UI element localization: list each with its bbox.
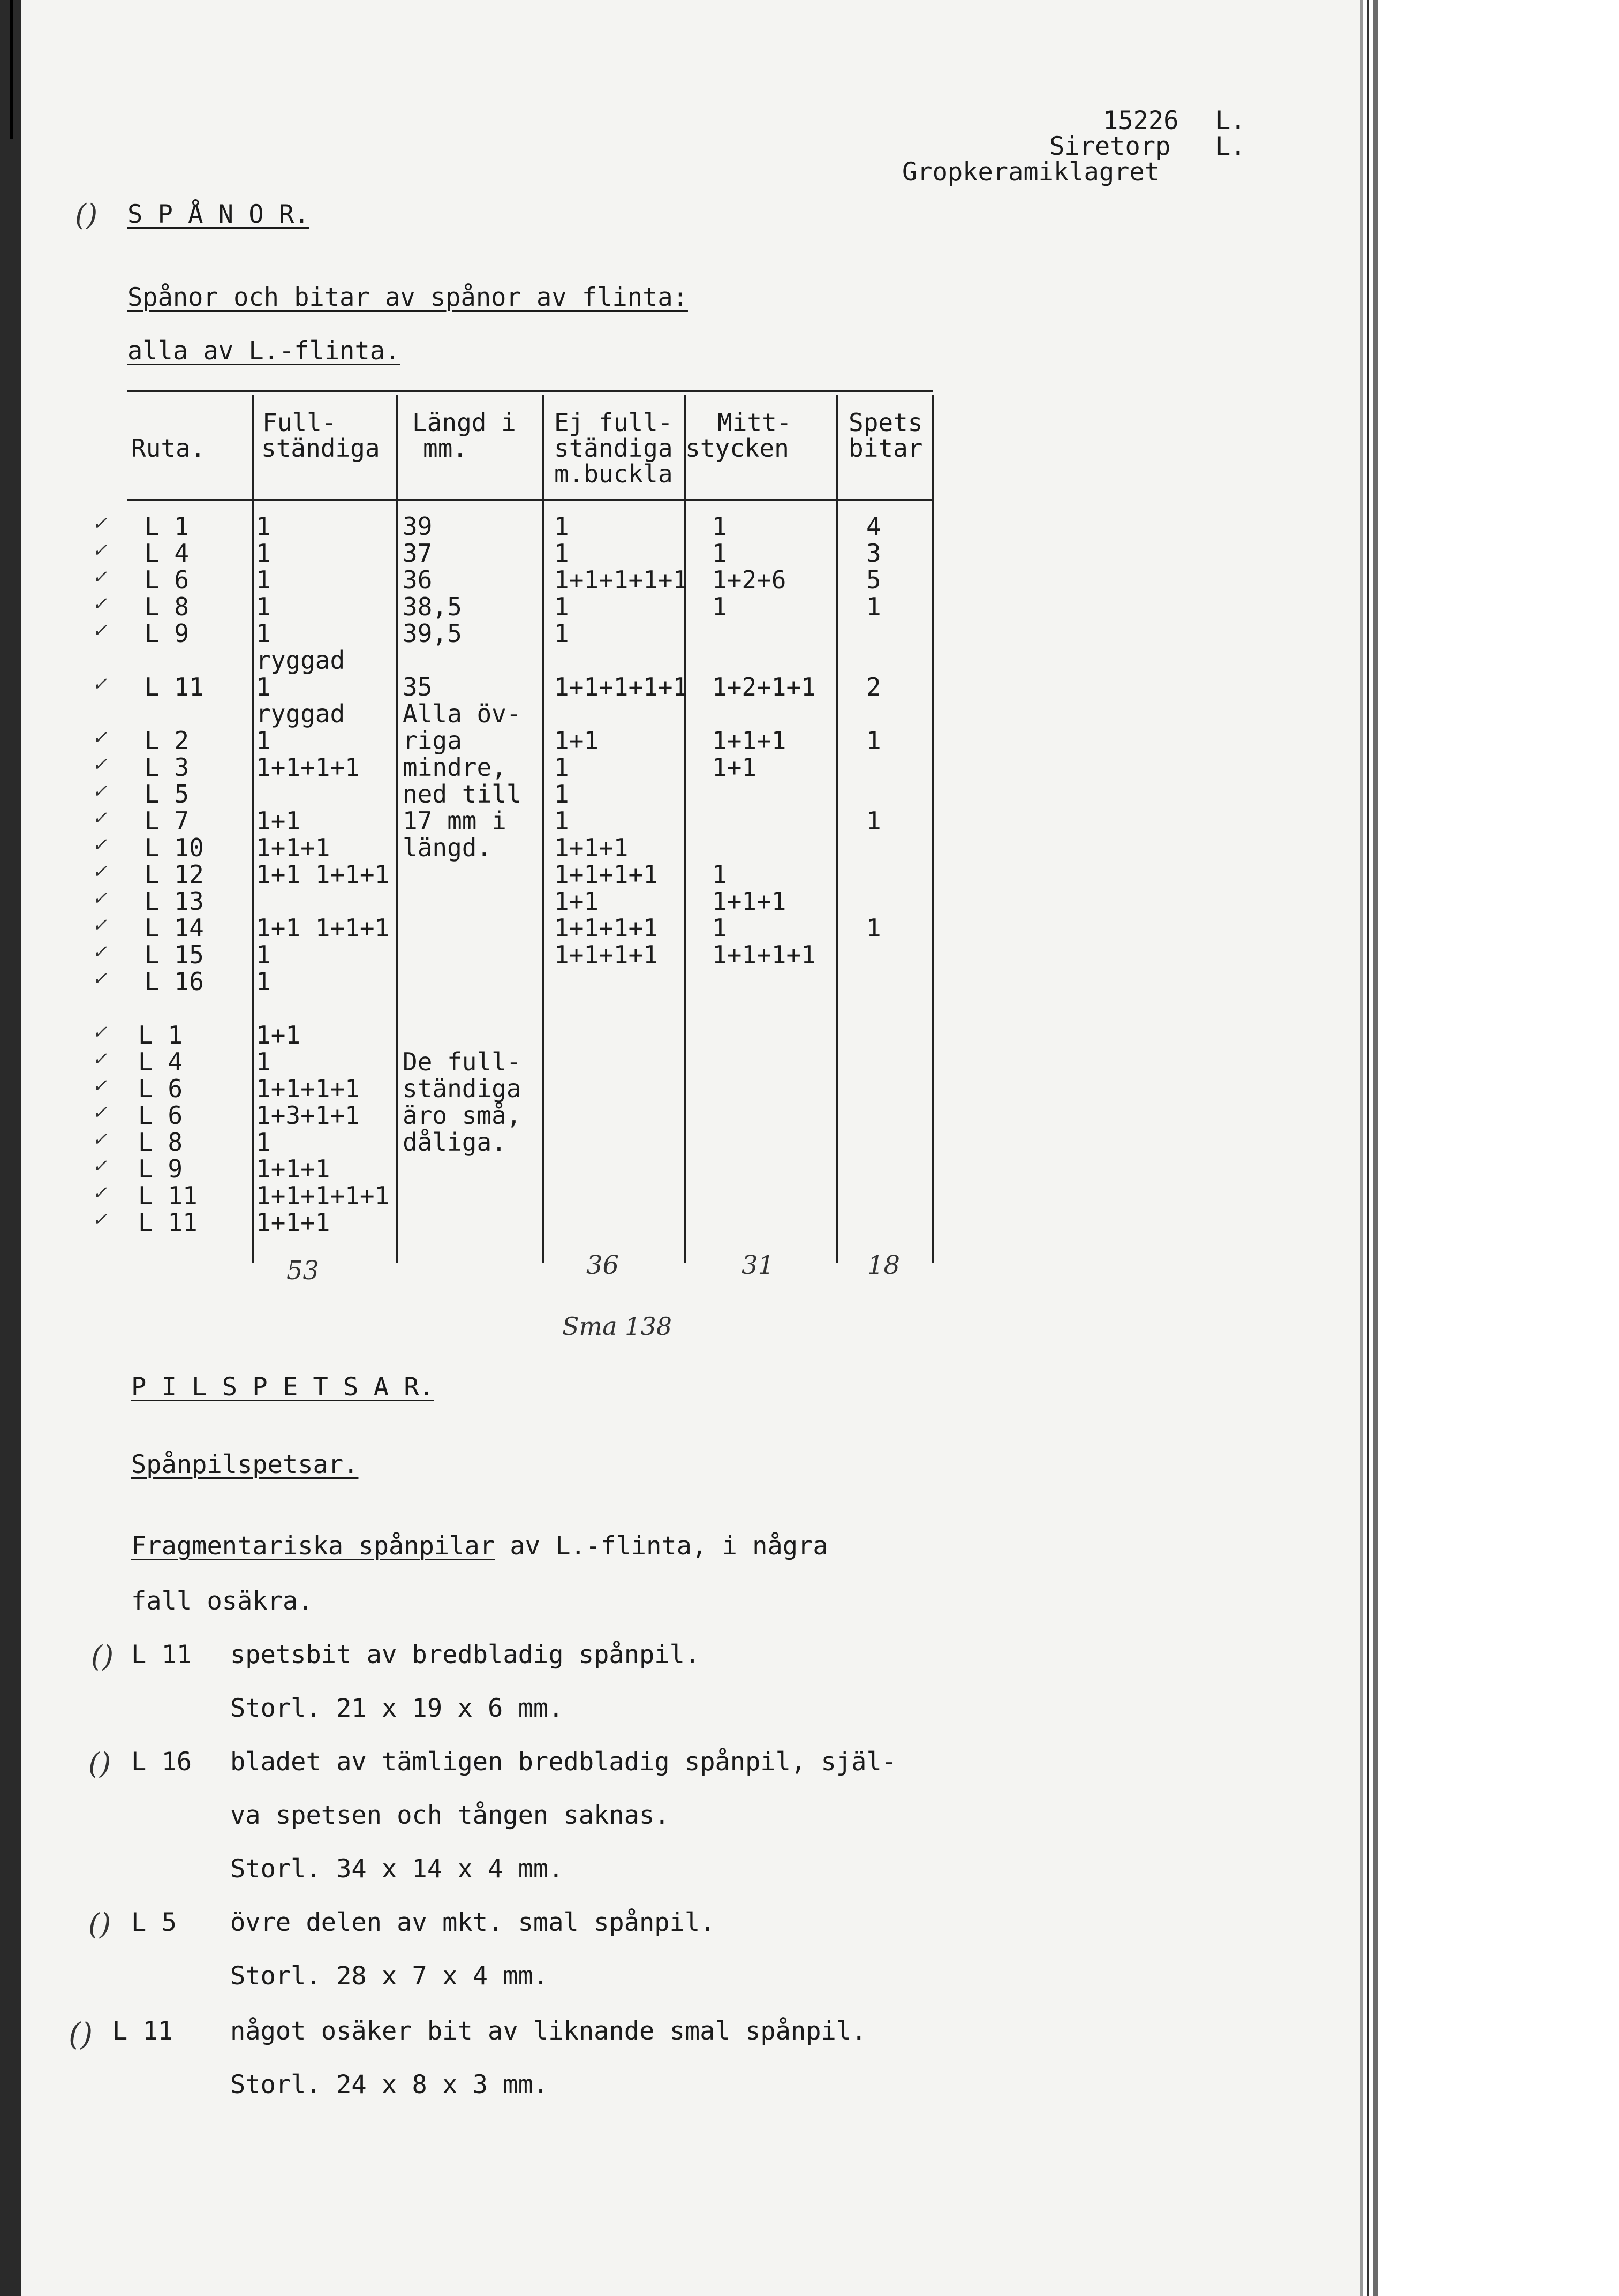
cell-full: 1 bbox=[256, 940, 271, 969]
cell-mitt: 1 bbox=[712, 860, 727, 889]
cell-ej: 1+1+1+1 bbox=[554, 860, 658, 889]
cell-ej: 1 bbox=[554, 619, 569, 648]
handwritten-marker: () bbox=[75, 198, 98, 232]
sum-note: Sma 138 bbox=[562, 1312, 672, 1341]
check-mark: ✓ bbox=[92, 754, 108, 775]
check-mark: ✓ bbox=[92, 807, 108, 829]
layer-name: Gropkeramiklagret bbox=[902, 157, 1160, 187]
cell-ej: 1 bbox=[554, 512, 569, 541]
check-mark: ✓ bbox=[92, 888, 108, 909]
cell-ruta: L 1 bbox=[138, 1021, 183, 1049]
cell-ej: 1 bbox=[554, 806, 569, 835]
col-header-spets-1: Spets bbox=[849, 408, 923, 437]
cell-langd: 35 bbox=[403, 673, 433, 701]
cell-full: ryggad bbox=[256, 699, 345, 728]
cell-ruta: L 5 bbox=[145, 780, 190, 809]
check-mark: ✓ bbox=[92, 1209, 108, 1230]
check-mark: ✓ bbox=[92, 674, 108, 695]
check-mark: ✓ bbox=[92, 1102, 108, 1123]
cell-full: 1+1 bbox=[256, 806, 301, 835]
cell-ruta: L 1 bbox=[145, 512, 190, 541]
check-mark: ✓ bbox=[92, 1155, 108, 1177]
check-mark: ✓ bbox=[92, 1182, 108, 1204]
intro-rest: av L.-flinta, i några bbox=[495, 1531, 828, 1561]
cell-langd: längd. bbox=[403, 833, 492, 862]
col-header-ruta: Ruta. bbox=[131, 434, 206, 463]
cell-ruta: L 6 bbox=[138, 1074, 183, 1103]
cell-ruta: L 16 bbox=[145, 967, 204, 996]
cell-ruta: L 9 bbox=[145, 619, 190, 648]
col-header-ej-3: m.buckla bbox=[554, 459, 673, 488]
cell-langd: ständiga bbox=[403, 1074, 521, 1103]
cell-ej: 1+1 bbox=[554, 726, 599, 755]
cell-mitt: 1+1+1+1 bbox=[712, 940, 816, 969]
cell-ej: 1+1+1 bbox=[554, 833, 629, 862]
col-header-ej-2: ständiga bbox=[554, 434, 673, 463]
cell-mitt: 1+1+1 bbox=[712, 726, 786, 755]
cell-ruta: L 12 bbox=[145, 860, 204, 889]
cell-spets: 1 bbox=[866, 592, 881, 621]
cell-mitt: 1 bbox=[712, 512, 727, 541]
cell-ruta: L 8 bbox=[145, 592, 190, 621]
check-mark: ✓ bbox=[92, 513, 108, 534]
total-spets: 18 bbox=[867, 1250, 901, 1280]
cell-full: 1 bbox=[256, 1047, 271, 1076]
table-col-rule bbox=[684, 395, 686, 1263]
item-desc: bladet av tämligen bredbladig spånpil, själ- bbox=[230, 1747, 897, 1777]
item-marker: () bbox=[69, 2016, 93, 2052]
cell-spets: 2 bbox=[866, 673, 881, 701]
cell-mitt: 1 bbox=[712, 592, 727, 621]
item-marker: () bbox=[91, 1640, 114, 1673]
item-desc-2: va spetsen och tången saknas. bbox=[230, 1801, 670, 1830]
check-mark: ✓ bbox=[92, 941, 108, 963]
table-col-rule bbox=[252, 395, 254, 1263]
check-mark: ✓ bbox=[92, 1048, 108, 1070]
cell-ej: 1+1+1+1 bbox=[554, 913, 658, 942]
site-name-suffix: L. bbox=[1215, 132, 1246, 161]
cell-full: 1+1+1 bbox=[256, 833, 330, 862]
cell-langd: 39,5 bbox=[403, 619, 462, 648]
check-mark: ✓ bbox=[92, 915, 108, 936]
intro-underlined: Fragmentariska spånpilar bbox=[131, 1531, 495, 1561]
cell-full: 1+1 bbox=[256, 1021, 301, 1049]
item-desc: spetsbit av bredbladig spånpil. bbox=[230, 1640, 700, 1670]
item-desc: något osäker bit av liknande smal spånpil. bbox=[230, 2016, 867, 2046]
cell-langd: Alla öv- bbox=[403, 699, 521, 728]
cell-ruta: L 11 bbox=[138, 1181, 198, 1210]
cell-mitt: 1+1 bbox=[712, 753, 757, 782]
cell-ej: 1+1 bbox=[554, 887, 599, 916]
cell-ruta: L 2 bbox=[145, 726, 190, 755]
check-mark: ✓ bbox=[92, 1129, 108, 1150]
cell-ej: 1 bbox=[554, 592, 569, 621]
cell-spets: 3 bbox=[866, 539, 881, 568]
item-size: Storl. 34 x 14 x 4 mm. bbox=[230, 1854, 564, 1884]
table-col-rule bbox=[932, 395, 934, 1263]
cell-full: 1+1+1+1 bbox=[256, 1074, 360, 1103]
check-mark: ✓ bbox=[92, 781, 108, 802]
cell-full: 1+1 1+1+1 bbox=[256, 913, 390, 942]
section-title-spanor: S P Å N O R. bbox=[127, 200, 309, 229]
cell-langd: riga bbox=[403, 726, 462, 755]
col-header-ej-1: Ej full- bbox=[554, 408, 673, 437]
cell-ej: 1 bbox=[554, 753, 569, 782]
cell-ej: 1+1+1+1+1 bbox=[554, 565, 688, 594]
cell-spets: 5 bbox=[866, 565, 881, 594]
col-header-full-1: Full- bbox=[262, 408, 337, 437]
cell-full: 1+1+1+1 bbox=[256, 753, 360, 782]
check-mark: ✓ bbox=[92, 861, 108, 882]
check-mark: ✓ bbox=[92, 1075, 108, 1097]
cell-ruta: L 4 bbox=[145, 539, 190, 568]
item-size: Storl. 24 x 8 x 3 mm. bbox=[230, 2070, 549, 2099]
col-header-langd-2: mm. bbox=[423, 434, 468, 463]
cell-langd: De full- bbox=[403, 1047, 521, 1076]
cell-ej: 1+1+1+1+1 bbox=[554, 673, 688, 701]
check-mark: ✓ bbox=[92, 1022, 108, 1043]
cell-ruta: L 11 bbox=[138, 1208, 198, 1237]
check-mark: ✓ bbox=[92, 968, 108, 990]
page-edge bbox=[0, 0, 21, 2296]
intro-line bbox=[131, 1532, 828, 1560]
binding-edge bbox=[1360, 0, 1619, 2296]
cell-full: 1+1+1+1+1 bbox=[256, 1181, 390, 1210]
item-ruta: L 16 bbox=[131, 1747, 192, 1777]
cell-ruta: L 4 bbox=[138, 1047, 183, 1076]
item-ruta: L 11 bbox=[112, 2016, 173, 2046]
cell-ruta: L 9 bbox=[138, 1154, 183, 1183]
cell-langd: 37 bbox=[403, 539, 433, 568]
section-title-pilspetsar: P I L S P E T S A R. bbox=[131, 1372, 434, 1402]
cell-ej: 1 bbox=[554, 780, 569, 809]
cell-full: 1+1+1 bbox=[256, 1154, 330, 1183]
item-marker: () bbox=[88, 1747, 111, 1780]
cell-spets: 4 bbox=[866, 512, 881, 541]
cell-spets: 1 bbox=[866, 806, 881, 835]
cell-ruta: L 15 bbox=[145, 940, 204, 969]
table-top-rule bbox=[127, 390, 933, 392]
cell-langd: 38,5 bbox=[403, 592, 462, 621]
table-col-rule bbox=[836, 395, 838, 1263]
item-ruta: L 5 bbox=[131, 1908, 177, 1937]
section-subtitle-2: alla av L.-flinta. bbox=[127, 336, 400, 366]
cell-langd: äro små, bbox=[403, 1101, 521, 1130]
col-header-full-2: ständiga bbox=[261, 434, 380, 463]
cell-full: 1 bbox=[256, 967, 271, 996]
cell-mitt: 1+1+1 bbox=[712, 887, 786, 916]
table-col-rule bbox=[396, 395, 398, 1263]
cell-full: 1+1+1 bbox=[256, 1208, 330, 1237]
page-edge-mark bbox=[10, 0, 13, 139]
catalog-number-suffix: L. bbox=[1215, 106, 1246, 135]
total-mitt: 31 bbox=[742, 1250, 775, 1280]
item-marker: () bbox=[88, 1907, 111, 1941]
cell-ruta: L 7 bbox=[145, 806, 190, 835]
cell-langd: 36 bbox=[403, 565, 433, 594]
cell-ruta: L 14 bbox=[145, 913, 204, 942]
cell-spets: 1 bbox=[866, 726, 881, 755]
cell-full: 1 bbox=[256, 512, 271, 541]
item-size: Storl. 28 x 7 x 4 mm. bbox=[230, 1961, 549, 1991]
item-desc: övre delen av mkt. smal spånpil. bbox=[230, 1908, 715, 1937]
section-subtitle: Spånor och bitar av spånor av flinta: bbox=[127, 283, 688, 312]
cell-mitt: 1+2+1+1 bbox=[712, 673, 816, 701]
item-ruta: L 11 bbox=[131, 1640, 192, 1670]
catalog-number: 15226 bbox=[1103, 106, 1179, 135]
section-subtitle-spanpilspetsar: Spånpilspetsar. bbox=[131, 1450, 359, 1479]
cell-full: 1 bbox=[256, 673, 271, 701]
cell-ruta: L 10 bbox=[145, 833, 204, 862]
cell-full: ryggad bbox=[256, 646, 345, 675]
cell-ruta: L 11 bbox=[145, 673, 204, 701]
check-mark: ✓ bbox=[92, 567, 108, 588]
cell-langd: 17 mm i bbox=[403, 806, 506, 835]
check-mark: ✓ bbox=[92, 727, 108, 749]
item-size: Storl. 21 x 19 x 6 mm. bbox=[230, 1694, 564, 1723]
cell-ruta: L 3 bbox=[145, 753, 190, 782]
cell-full: 1 bbox=[256, 592, 271, 621]
cell-full: 1 bbox=[256, 1128, 271, 1157]
cell-ruta: L 6 bbox=[138, 1101, 183, 1130]
cell-langd: dåliga. bbox=[403, 1128, 506, 1157]
check-mark: ✓ bbox=[92, 834, 108, 856]
cell-langd: ned till bbox=[403, 780, 521, 809]
cell-full: 1 bbox=[256, 539, 271, 568]
cell-ej: 1+1+1+1 bbox=[554, 940, 658, 969]
cell-full: 1 bbox=[256, 565, 271, 594]
col-header-langd-1: Längd i bbox=[412, 408, 516, 437]
cell-mitt: 1 bbox=[712, 913, 727, 942]
cell-ruta: L 8 bbox=[138, 1128, 183, 1157]
intro-line-2: fall osäkra. bbox=[131, 1587, 313, 1616]
cell-langd: mindre, bbox=[403, 753, 506, 782]
cell-ej: 1 bbox=[554, 539, 569, 568]
cell-full: 1 bbox=[256, 726, 271, 755]
check-mark: ✓ bbox=[92, 593, 108, 615]
col-header-mitt-1: Mitt- bbox=[717, 408, 792, 437]
cell-ruta: L 6 bbox=[145, 565, 190, 594]
table-header-rule bbox=[127, 499, 933, 501]
total-full: 53 bbox=[286, 1256, 320, 1286]
cell-full: 1+3+1+1 bbox=[256, 1101, 360, 1130]
cell-langd: 39 bbox=[403, 512, 433, 541]
site-name: Siretorp bbox=[1049, 132, 1171, 161]
cell-full: 1+1 1+1+1 bbox=[256, 860, 390, 889]
table-col-rule bbox=[542, 395, 544, 1263]
total-ej: 36 bbox=[586, 1250, 619, 1280]
cell-ruta: L 13 bbox=[145, 887, 204, 916]
cell-mitt: 1 bbox=[712, 539, 727, 568]
col-header-spets-2: bitar bbox=[849, 434, 923, 463]
cell-full: 1 bbox=[256, 619, 271, 648]
cell-spets: 1 bbox=[866, 913, 881, 942]
cell-mitt: 1+2+6 bbox=[712, 565, 786, 594]
check-mark: ✓ bbox=[92, 620, 108, 641]
col-header-mitt-2: stycken bbox=[685, 434, 789, 463]
check-mark: ✓ bbox=[92, 540, 108, 561]
